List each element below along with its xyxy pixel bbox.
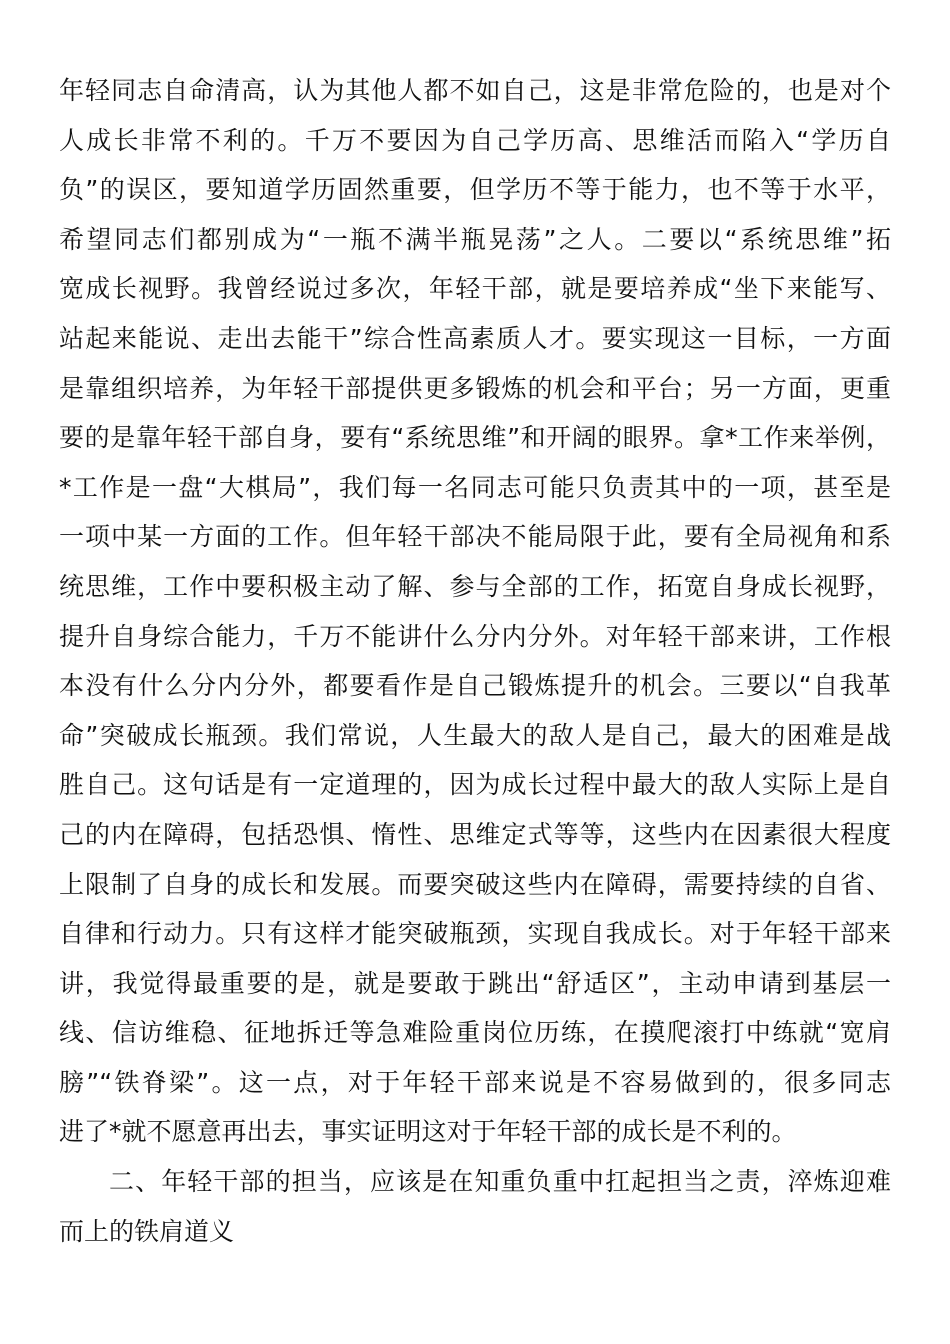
text-line: 上限制了自身的成长和发展。而要突破这些内在障碍，需要持续的自省、 — [59, 869, 891, 899]
text-line: 提升自身综合能力，千万不能讲什么分内分外。对年轻干部来讲，工作根 — [59, 621, 891, 651]
text-line: 年轻同志自命清高，认为其他人都不如自己，这是非常危险的，也是对个 — [59, 76, 891, 105]
text-line: 站起来能说、走出去能干”综合性高素质人才。要实现这一目标，一方面 — [59, 323, 891, 353]
text-line: 宽成长视野。我曾经说过多次，年轻干部，就是要培养成“坐下来能写、 — [59, 274, 891, 304]
text-line: 线、信访维稳、征地拆迁等急难险重岗位历练，在摸爬滚打中练就“宽肩 — [59, 1018, 891, 1048]
text-line: 讲，我觉得最重要的是，就是要敢于跳出“舒适区”，主动申请到基层一 — [59, 968, 891, 998]
text-line: 命”突破成长瓶颈。我们常说，人生最大的敌人是自己，最大的困难是战 — [59, 720, 891, 750]
text-line: 负”的误区，要知道学历固然重要，但学历不等于能力，也不等于水平， — [59, 175, 891, 205]
text-line: 统思维，工作中要积极主动了解、参与全部的工作，拓宽自身成长视野， — [59, 571, 891, 601]
text-line: 膀”“铁脊梁”。这一点，对于年轻干部来说是不容易做到的，很多同志 — [59, 1067, 891, 1097]
section-heading-line: 而上的铁肩道义 — [59, 1216, 235, 1246]
text-line: *工作是一盘“大棋局”，我们每一名同志可能只负责其中的一项，甚至是 — [59, 472, 891, 502]
section-heading-line: 二、年轻干部的担当，应该是在知重负重中扛起担当之责，淬炼迎难 — [109, 1167, 891, 1197]
text-line: 本没有什么分内分外，都要看作是自己锻炼提升的机会。三要以“自我革 — [59, 671, 891, 701]
text-line: 人成长非常不利的。千万不要因为自己学历高、思维活而陷入“学历自 — [59, 125, 891, 155]
text-line: 进了*就不愿意再出去，事实证明这对于年轻干部的成长是不利的。 — [59, 1117, 797, 1147]
text-line: 是靠组织培养，为年轻干部提供更多锻炼的机会和平台；另一方面，更重 — [59, 373, 891, 403]
text-line: 一项中某一方面的工作。但年轻干部决不能局限于此，要有全局视角和系 — [59, 522, 891, 552]
text-line: 己的内在障碍，包括恐惧、惰性、思维定式等等，这些内在因素很大程度 — [59, 819, 891, 849]
text-line: 自律和行动力。只有这样才能突破瓶颈，实现自我成长。对于年轻干部来 — [59, 919, 891, 949]
text-line: 胜自己。这句话是有一定道理的，因为成长过程中最大的敌人实际上是自 — [59, 770, 891, 800]
text-line: 要的是靠年轻干部自身，要有“系统思维”和开阔的眼界。拿*工作来举例， — [59, 423, 891, 453]
text-line: 希望同志们都别成为“一瓶不满半瓶晃荡”之人。二要以“系统思维”拓 — [59, 224, 891, 254]
body-text — [59, 66, 891, 1256]
